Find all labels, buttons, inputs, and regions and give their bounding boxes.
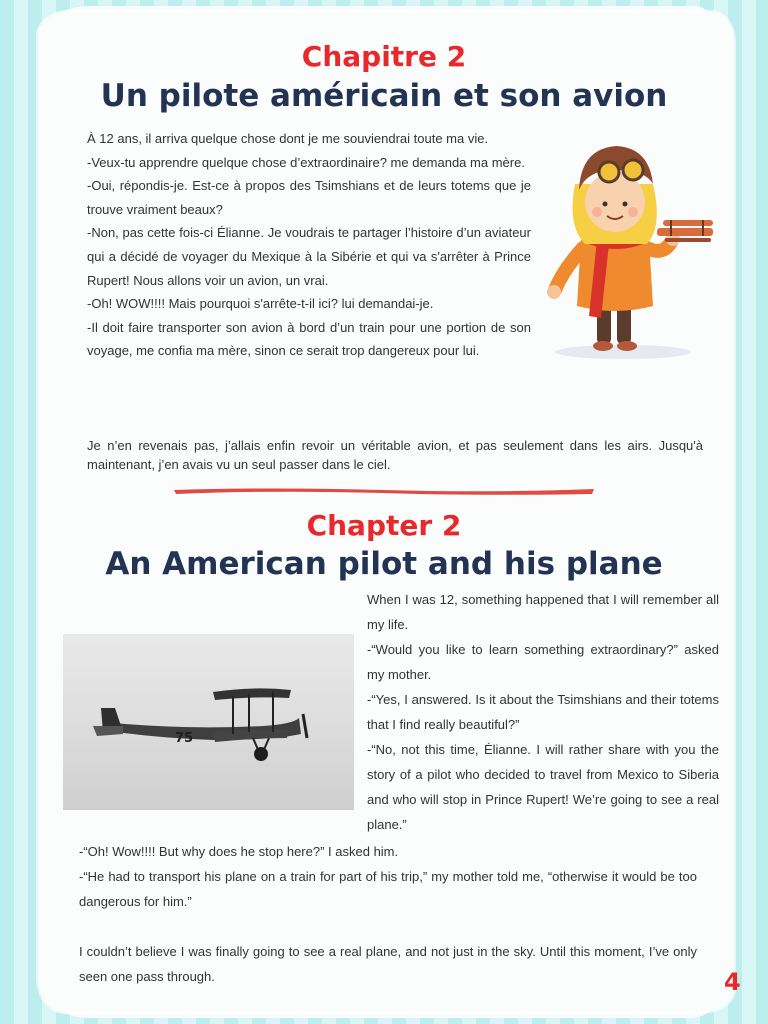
french-chapter-heading: Chapitre 2 <box>301 40 467 73</box>
english-bottom-body <box>79 839 697 989</box>
red-brush-divider <box>172 486 596 496</box>
english-chapter-heading: Chapter 2 <box>306 509 462 542</box>
french-paragraph: À 12 ans, il arriva quelque chose dont je me souviendrai toute ma vie. <box>87 131 489 146</box>
french-chapter-title: Un pilote américain et son avion <box>100 78 668 114</box>
english-body <box>367 587 719 837</box>
english-chapter-title: An American pilot and his plane <box>105 546 663 582</box>
english-paragraph: I couldn’t believe I was finally going to see a real plane, and not just in the sky. Until this moment, I’ve only seen one pass through. <box>79 944 697 984</box>
english-paragraph: When I was 12, something happened that I will remember all my life. <box>367 592 719 632</box>
english-paragraph: -“Would you like to learn something extraordinary?” asked my mother. <box>367 642 719 682</box>
french-paragraph: -Oui, répondis-je. Est-ce à propos des Tsimshians et de leurs totems que je trouve vraiment beaux? <box>87 178 531 217</box>
english-paragraph <box>79 914 697 939</box>
french-paragraph: -Il doit faire transporter son avion à bord d’un train pour une portion de son voyage, me confia ma mère, sinon ce serait trop dangereux pour lui. <box>87 319 531 359</box>
english-paragraph: -“No, not this time, Élianne. I will rather share with you the story of a pilot who decided to travel from Mexico to Siberia and who will stop in Prince Rupert! We’re going to see a real plane.” <box>367 742 719 832</box>
french-paragraph: -Non, pas cette fois-ci Élianne. Je voudrais te partager l’histoire d’un aviateur qui a décidé de voyager du Mexique à la Sibérie et qui va s'arrêter à Prince Rupert! Nous allons voir un avion, un vrai. <box>87 225 531 288</box>
french-paragraph: -Oh! WOW!!!! Mais pourquoi s'arrête-t-il ici? lui demandai-je. <box>87 296 434 312</box>
french-paragraph: -Veux-tu apprendre quelque chose d’extraordinaire? me demanda ma mère. <box>87 154 525 170</box>
page-number: 4 <box>724 968 741 996</box>
english-paragraph: -“Oh! Wow!!!! But why does he stop here?” I asked him. <box>79 844 399 859</box>
english-paragraph: -“He had to transport his plane on a train for part of his trip,” my mother told me, “otherwise it would be too dangerous for him.” <box>79 869 697 909</box>
french-body <box>87 127 531 363</box>
biplane-drawing <box>63 634 354 810</box>
french-closing-paragraph: Je n’en revenais pas, j’allais enfin revoir un véritable avion, et pas seulement dans les airs. Jusqu'à maintenant, j’en avais vu un seul passer dans le ciel. <box>87 438 703 472</box>
aviator-girl-illustration <box>545 140 725 362</box>
plane-number: 75 <box>175 731 194 746</box>
english-paragraph: -“Yes, I answered. Is it about the Tsimshians and their totems that I find really beautiful?” <box>367 692 719 732</box>
biplane-photo <box>63 634 354 810</box>
